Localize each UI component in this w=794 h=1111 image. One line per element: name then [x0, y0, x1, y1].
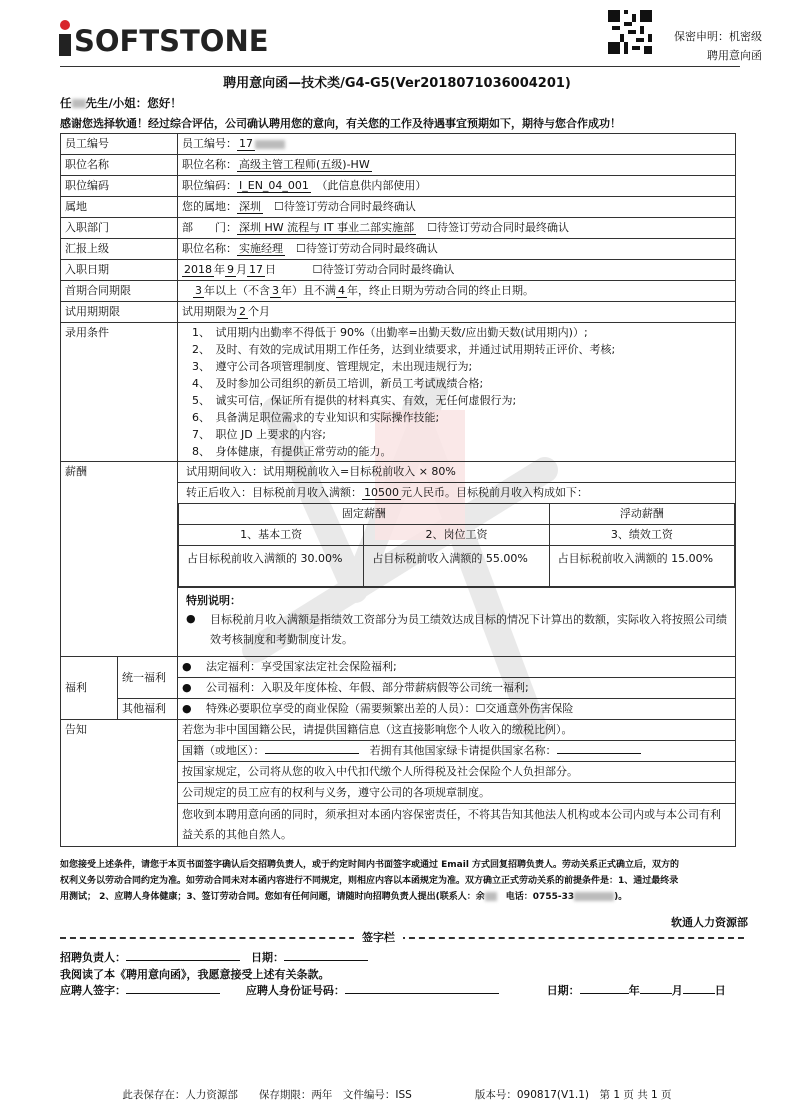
condition-item: 8、 身体健康，有提供正常劳动的能力。 [192, 445, 392, 458]
row-report: 汇报上级 职位名称： 实施经理 ☐ 待签订劳动合同时最终确认 [61, 239, 736, 260]
row-conditions: 录用条件 1、 试用期内出勤率不得低于 90%（出勤率=出勤天数/应出勤天数(试用期内)）; 2、 及时、有效的完成试用期工作任务，达到业绩要求，并通过试用期转正评价、考核; 3、 遵守公司各项管理制度、管理规定，未出现违规行为; 4、 及时参加公司组织的新员工培训，新员工考试成绩合格; 5、 诚实可信，保证所有提供的材料真实、有效，无任何虚假行为; 6、 具备满足职位需求的专业知识和实际操作技能; 7、 职位 JD 上要求的内容; 8、 身体健康，有提供正常劳动的能力。 [61, 323, 736, 462]
row-salary: 薪酬 试用期间收入：试用期税前收入=目标税前收入 × 80% 转正后收入：目标税前月收入满额： 10500 元人民币。目标税前月收入构成如下： 固定薪酬 浮动薪酬 1、基本工资 2、岗位工资 3、绩效工资 占目标税前收入满额的 30.00% 占目标税前收入满额的 55.00% 占目标税前收入满额的 15.00% 特别说明： ● 目标税前月收入满额是指绩效工资部分为员工绩效达成目标的情况下计算出的数额，实际收入将按照公司绩效考核制度和考勤制度计发。 [61, 462, 736, 657]
position-code-value: I_EN_04_001 [239, 179, 309, 192]
page-footer: 此表保存在：人力资源部 保存期限：两年 文件编号：ISS 版本号：090817(V1.1) 第 1 页 共 1 页 [122, 1089, 672, 1101]
accept-statement: 我阅读了本《聘用意向函》，我愿意接受上述有关条款。 [60, 968, 330, 981]
condition-item: 4、 及时参加公司组织的新员工培训，新员工考试成绩合格; [192, 377, 484, 390]
condition-item: 5、 诚实可信，保证所有提供的材料真实、有效，无任何虚假行为; [192, 394, 517, 407]
row-dept: 入职部门 部 门： 深圳 HW 流程与 IT 事业二部实施部 ☐ 待签订劳动合同时最终确认 [61, 218, 736, 239]
offer-table: 员工编号 员工编号： 17 职位名称 职位名称： 高级主管工程师(五级)-HW 职位编码 职位编码： I_EN_04_001 （此信息供内部使用） 属地 您的属地： 深圳 ☐ 待签订劳动合同时最终确认 入职部门 部 门： 深圳 HW 流程与 IT 事业二部实施部 ☐ 待签订劳动合同时最终确认 汇报上级 职位名称： 实施经理 ☐ 待签订劳动合同时最终确认 入职日期 2018 年 9 月 17 日 ☐ 待签订劳动合同时最终确认 首期合同期限 3 年以上（不含 3 年）且不满 4 年，终止日期为劳动合同的终止日期。 试用期期限 试用期限为 2 个月 录用条件 1、 试用期内出勤率不得低于 90%（出勤率=出勤天数/应出勤天数(试用期内)）; 2、 及时、有效的完成试用期工作任务，达到业绩要求，并通过试用期转正评价、考核; 3、 遵守公司各项管理制度、管理规定，未出现违规行为; 4、 及时参加公司组织的新员工培训，新员工考试成绩合格; 5、 诚实可信，保证所有提供的材料真实、有效，无任何虚假行为; 6、 具备满足职位需求的专业知识和实际操作技能; 7、 职位 JD 上要求的内容; 8、 身体健康，有提供正常劳动的能力。 薪酬 试用期间收入：试用期税前收入=目标税前收入 × 80% 转正后收入：目标税前月收入满额： 10500 元人民币。目标税前月收入构成如下： 固定薪酬 浮动薪酬 1、基本工资 2、岗位工资 3、绩效工资 占目标税前收入满额的 30.00% 占目标税前收入满额的 55.00% 占目标税前收入满额的 15.00% 特别说明： ● 目标税前月收入满额是指绩效工资部分为员工绩效达成目标的情况下计算出的数额，实际收入将按照公司绩效考核制度和考勤制度计发。 福利 统一福利 ● 法定福利：享受国家法定社会保险福利; ● 公司福利：入职及年度体检、年假、部分带薪病假等公司统一福利; 其他福利 ● 特殊必要职位享受的商业保险（需要频繁出差的人员）：☐ 交通意外伤害保险 告知 若您为非中国国籍公民，请提供国籍信息（这直接影响您个人收入的缴税比例）。 国籍（或地区）： 若拥有其他国家绿卡请提供国家名称： 按国家规定，公司将从您的收入中代扣代缴个人所得税及社会保险个人负担部分。 公司规定的员工应有的权利与义务，遵守公司的各项规章制度。 您收到本聘用意向函的同时，须承担对本函内容保密责任，不将其告知其他法人机构或本公司内或与本公司有利益关系的其他自然人。 [60, 133, 736, 847]
checkbox [313, 263, 323, 276]
condition-item: 1、 试用期内出勤率不得低于 90%（出勤率=出勤天数/应出勤天数(试用期内)）; [192, 326, 588, 339]
row-emp-no: 员工编号 员工编号： 17 [61, 134, 736, 155]
page-title: 聘用意向函—技术类/G4-G5(Ver2018071036004201) [223, 76, 571, 91]
sign-bar-title: 签字栏 [354, 929, 403, 945]
checkbox [274, 200, 284, 213]
condition-item: 2、 及时、有效的完成试用期工作任务，达到业绩要求，并通过试用期转正评价、考核; [192, 343, 616, 356]
row-label: 员工编号 [61, 134, 178, 155]
row-welfare-company: ● 公司福利：入职及年度体检、年假、部分带薪病假等公司统一福利; [61, 678, 736, 699]
row-start-date: 入职日期 2018 年 9 月 17 日 ☐ 待签订劳动合同时最终确认 [61, 260, 736, 281]
header-divider [60, 66, 740, 67]
special-text: 目标税前月收入满额是指绩效工资部分为员工绩效达成目标的情况下计算出的数额，实际收入将按照公司绩效考核制度和考勤制度计发。 [210, 613, 727, 646]
condition-item: 7、 职位 JD 上要求的内容; [192, 428, 326, 441]
qr-code-icon [608, 10, 652, 54]
row-welfare-other: 其他福利 ● 特殊必要职位享受的商业保险（需要频繁出差的人员）：☐ 交通意外伤害保险 [61, 699, 736, 720]
salary-probation: 试用期间收入：试用期税前收入=目标税前收入 × 80% [178, 462, 735, 483]
bottom-note: 如您接受上述条件，请您于本页书面签字确认后交招聘负责人，或于约定时间内书面签字或通过 Email 方式回复招聘负责人。劳动关系正式确立后，双方的 权利义务以劳动合同约定为准。如劳动合同未对本函内容进行不同规定，则相应内容以本函规定为准。双方确立正式劳动关系的前提条件是：1、通过最终录 用测试； 2、应聘人身体健康；3、签订劳动合同。您如有任何问题，请随时向招聘负责人提出(联系人：余 电话：0755-33 )。 [60, 860, 680, 902]
intro-text: 感谢您选择软通！经过综合评估，公司确认聘用您的意向，有关您的工作及待遇事宜预期如下，期待与您合作成功！ [60, 117, 621, 130]
row-location: 属地 您的属地： 深圳 ☐ 待签订劳动合同时最终确认 [61, 197, 736, 218]
logo-mark-icon [58, 20, 72, 56]
condition-item: 6、 具备满足职位需求的专业知识和实际操作技能; [192, 411, 440, 424]
doc-type-label: 聘用意向函 [707, 49, 762, 62]
position-value: 高级主管工程师(五级)-HW [239, 158, 370, 171]
row-position: 职位名称 职位名称： 高级主管工程师(五级)-HW [61, 155, 736, 176]
condition-item: 3、 遵守公司各项管理制度、管理规定，未出现违规行为; [192, 360, 473, 373]
row-notice: 告知 若您为非中国国籍公民，请提供国籍信息（这直接影响您个人收入的缴税比例）。 [61, 720, 736, 741]
logo-text: SOFTSTONE [74, 24, 269, 58]
emp-no-value: 17 [239, 137, 253, 150]
salary-table: 固定薪酬 浮动薪酬 1、基本工资 2、岗位工资 3、绩效工资 占目标税前收入满额的 30.00% 占目标税前收入满额的 55.00% 占目标税前收入满额的 15.00% [178, 503, 735, 587]
confidential-label: 保密申明：机密级 [674, 30, 762, 43]
checkbox [476, 702, 486, 715]
row-probation: 试用期期限 试用期限为 2 个月 [61, 302, 736, 323]
checkbox [427, 221, 437, 234]
salary-formal: 转正后收入：目标税前月收入满额： 10500 元人民币。目标税前月收入构成如下： [186, 486, 588, 499]
company-logo [58, 20, 269, 56]
special-title: 特别说明： [186, 594, 241, 607]
checkbox [296, 242, 306, 255]
row-welfare-unified: 福利 统一福利 ● 法定福利：享受国家法定社会保险福利; [61, 657, 736, 678]
hr-dept: 软通人力资源部 [671, 916, 748, 929]
row-contract: 首期合同期限 3 年以上（不含 3 年）且不满 4 年，终止日期为劳动合同的终止日期。 [61, 281, 736, 302]
greeting: 任 先生/小姐：您好！ [60, 96, 182, 110]
row-position-code: 职位编码 职位编码： I_EN_04_001 （此信息供内部使用） [61, 176, 736, 197]
